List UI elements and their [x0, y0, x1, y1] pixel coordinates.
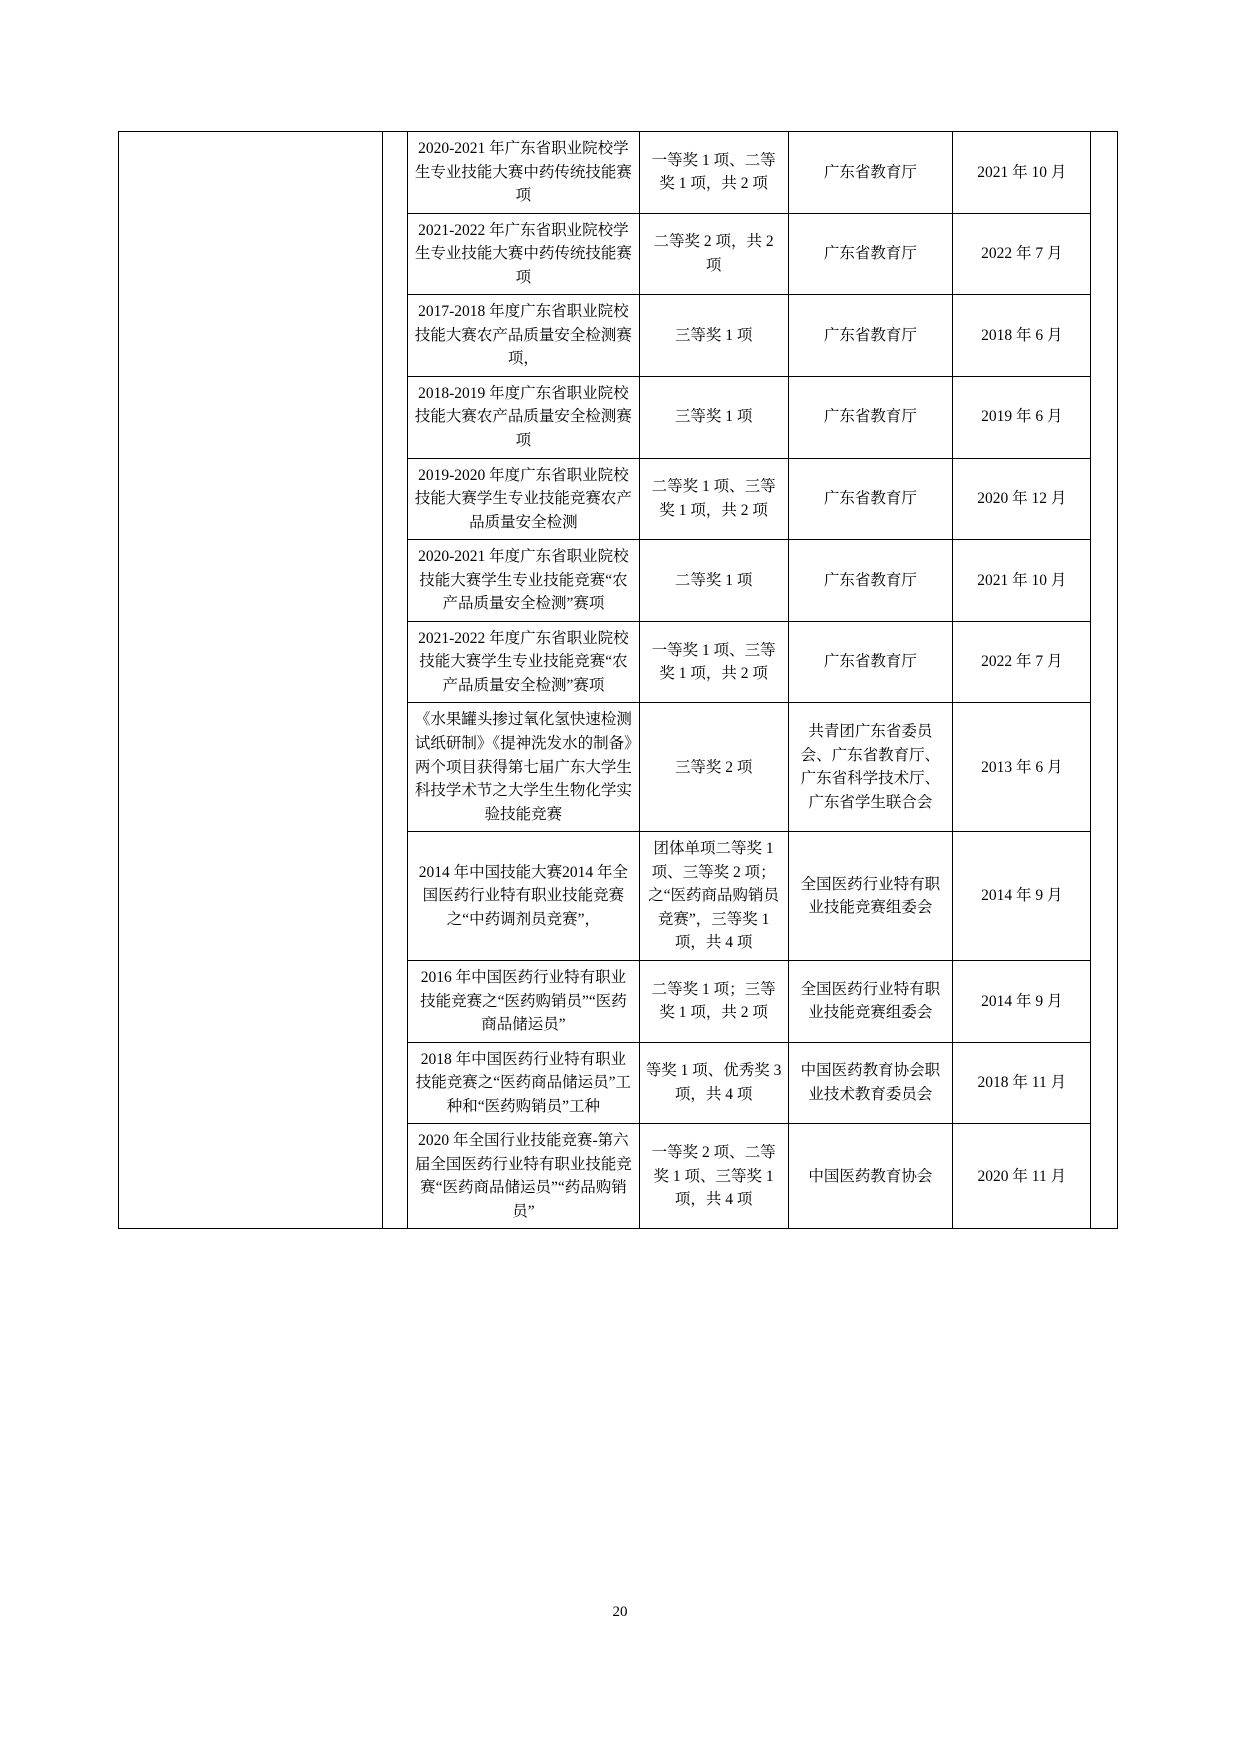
award-result: 等奖 1 项、优秀奖 3 项，共 4 项	[639, 1042, 788, 1124]
award-date: 2014 年 9 月	[953, 832, 1091, 961]
competition-name: 2020-2021 年广东省职业院校学生专业技能大赛中药传统技能赛项	[408, 132, 640, 214]
competition-name: 2021-2022 年度广东省职业院校技能大赛学生专业技能竞赛“农产品质量安全检测”赛项	[408, 621, 640, 703]
award-date: 2020 年 12 月	[953, 458, 1091, 540]
competition-name: 2020-2021 年度广东省职业院校技能大赛学生专业技能竞赛“农产品质量安全检测”赛项	[408, 540, 640, 622]
competition-name: 2017-2018 年度广东省职业院校技能大赛农产品质量安全检测赛项，	[408, 295, 640, 377]
award-result: 一等奖 1 项、三等奖 1 项，共 2 项	[639, 621, 788, 703]
award-date: 2018 年 11 月	[953, 1042, 1091, 1124]
award-date: 2022 年 7 月	[953, 621, 1091, 703]
award-date: 2022 年 7 月	[953, 213, 1091, 295]
organizer: 广东省教育厅	[788, 540, 953, 622]
organizer: 广东省教育厅	[788, 295, 953, 377]
organizer: 共青团广东省委员会、广东省教育厅、广东省科学技术厅、广东省学生联合会	[788, 703, 953, 832]
organizer: 广东省教育厅	[788, 132, 953, 214]
competition-name: 2014 年中国技能大赛2014 年全国医药行业特有职业技能竞赛之“中药调剂员竞赛”，	[408, 832, 640, 961]
edge-cell	[1091, 132, 1118, 1229]
award-date: 2021 年 10 月	[953, 132, 1091, 214]
award-result: 一等奖 2 项、二等奖 1 项、三等奖 1 项，共 4 项	[639, 1124, 788, 1229]
page-number: 20	[612, 1604, 628, 1620]
table-row	[119, 132, 1118, 214]
award-result: 团体单项二等奖 1 项、三等奖 2 项；之“医药商品购销员竞赛”，三等奖 1 项，共 4 项	[639, 832, 788, 961]
competition-name: 2019-2020 年度广东省职业院校技能大赛学生专业技能竞赛农产品质量安全检测	[408, 458, 640, 540]
award-result: 一等奖 1 项、二等奖 1 项，共 2 项	[639, 132, 788, 214]
award-result: 二等奖 1 项、三等奖 1 项，共 2 项	[639, 458, 788, 540]
organizer: 广东省教育厅	[788, 213, 953, 295]
organizer: 全国医药行业特有职业技能竞赛组委会	[788, 832, 953, 961]
awards-table	[118, 131, 1118, 1229]
competition-name: 2021-2022 年广东省职业院校学生专业技能大赛中药传统技能赛项	[408, 213, 640, 295]
award-date: 2014 年 9 月	[953, 960, 1091, 1042]
awards-table-body	[119, 132, 1118, 1229]
organizer: 广东省教育厅	[788, 376, 953, 458]
award-result: 三等奖 1 项	[639, 376, 788, 458]
organizer: 广东省教育厅	[788, 458, 953, 540]
spacer-cell	[382, 132, 408, 1229]
award-result: 二等奖 2 项，共 2 项	[639, 213, 788, 295]
organizer: 中国医药教育协会职业技术教育委员会	[788, 1042, 953, 1124]
competition-name: 2016 年中国医药行业特有职业技能竞赛之“医药购销员”“医药商品储运员”	[408, 960, 640, 1042]
award-result: 三等奖 1 项	[639, 295, 788, 377]
award-result: 三等奖 2 项	[639, 703, 788, 832]
organizer: 中国医药教育协会	[788, 1124, 953, 1229]
award-date: 2013 年 6 月	[953, 703, 1091, 832]
competition-name: 《水果罐头掺过氧化氢快速检测试纸研制》《提神洗发水的制备》两个项目获得第七届广东大学生科技学术节之大学生生物化学实验技能竞赛	[408, 703, 640, 832]
category-cell	[119, 132, 383, 1229]
award-date: 2020 年 11 月	[953, 1124, 1091, 1229]
organizer: 广东省教育厅	[788, 621, 953, 703]
award-date: 2019 年 6 月	[953, 376, 1091, 458]
award-date: 2021 年 10 月	[953, 540, 1091, 622]
award-result: 二等奖 1 项；三等奖 1 项，共 2 项	[639, 960, 788, 1042]
competition-name: 2018 年中国医药行业特有职业技能竞赛之“医药商品储运员”工种和“医药购销员”工种	[408, 1042, 640, 1124]
competition-name: 2020 年全国行业技能竞赛-第六届全国医药行业特有职业技能竞赛“医药商品储运员”“药品购销员”	[408, 1124, 640, 1229]
award-result: 二等奖 1 项	[639, 540, 788, 622]
organizer: 全国医药行业特有职业技能竞赛组委会	[788, 960, 953, 1042]
competition-name: 2018-2019 年度广东省职业院校技能大赛农产品质量安全检测赛项	[408, 376, 640, 458]
award-date: 2018 年 6 月	[953, 295, 1091, 377]
